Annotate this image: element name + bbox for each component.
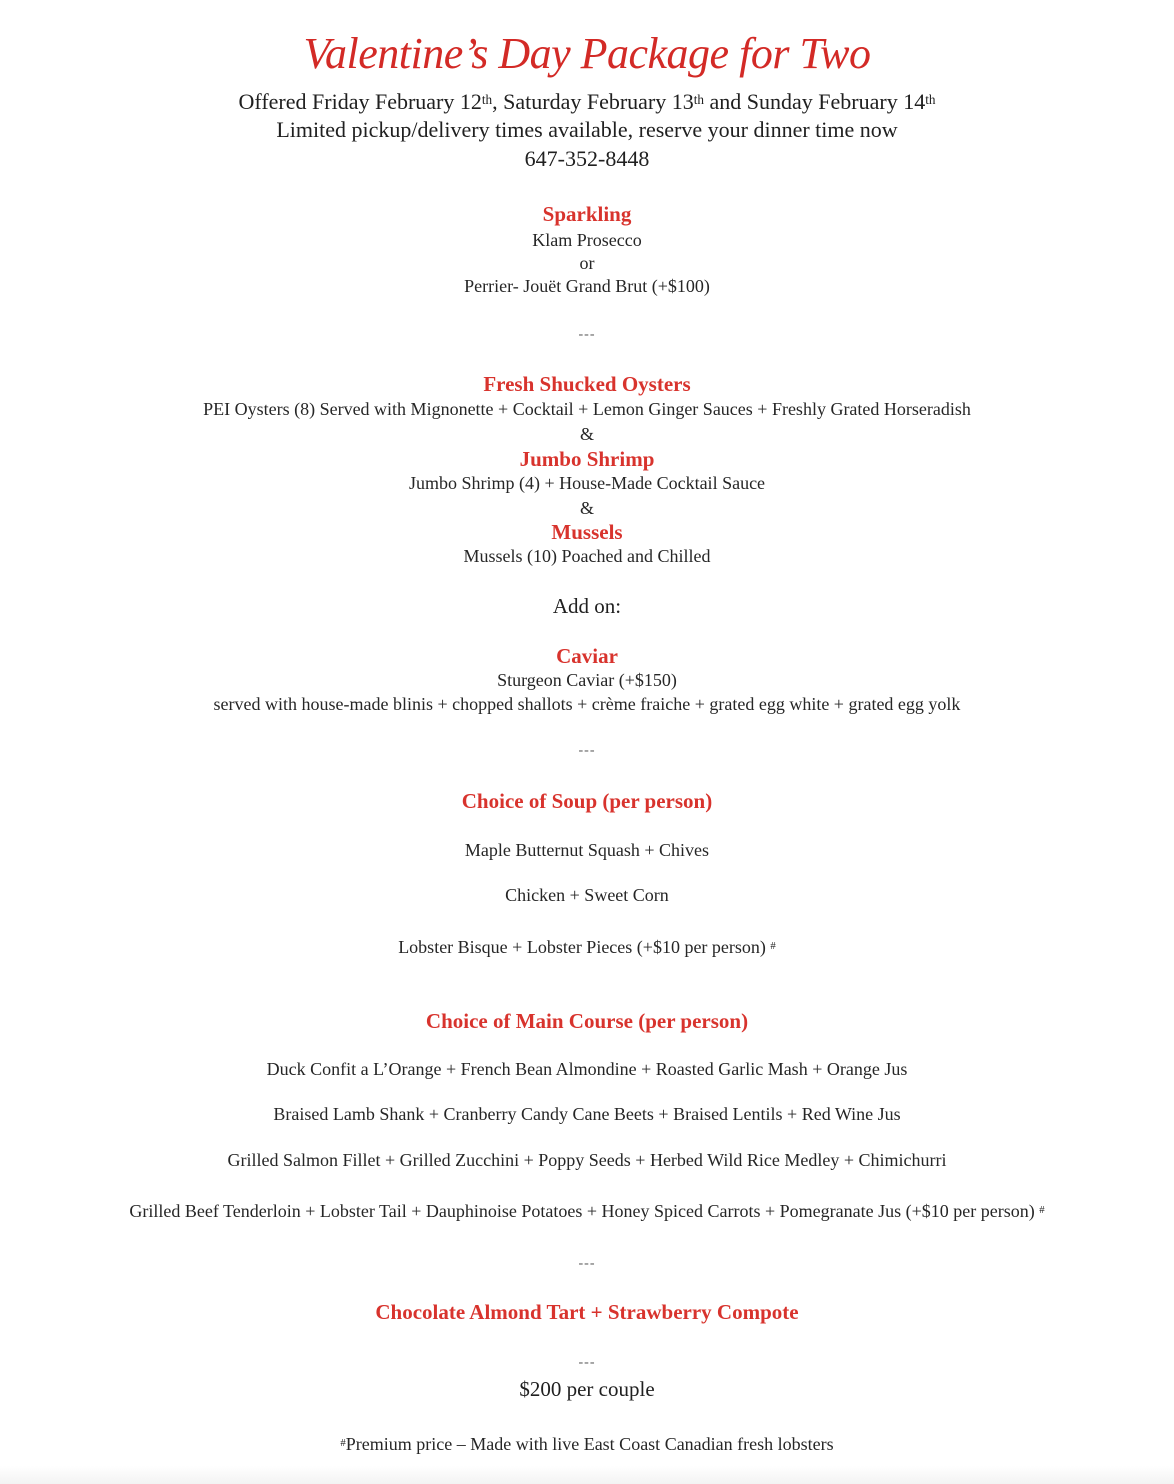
or-text: or bbox=[579, 253, 595, 273]
premium-mark: # bbox=[1039, 1204, 1045, 1217]
footnote: #Premium price – Made with live East Coast Canadian fresh lobsters bbox=[340, 1434, 834, 1454]
offered-dates: Offered Friday February 12th, Saturday February 13th and Sunday February 14th bbox=[238, 89, 936, 114]
phone-number: 647-352-8448 bbox=[524, 146, 650, 171]
main-course-option: Grilled Salmon Fillet + Grilled Zucchini + Poppy Seeds + Herbed Wild Rice Medley + Chimichurri bbox=[227, 1150, 947, 1170]
page-title: Valentine’s Day Package for Two bbox=[303, 29, 871, 78]
bottom-edge-shadow bbox=[0, 1466, 1174, 1484]
mussels-description: Mussels (10) Poached and Chilled bbox=[463, 546, 711, 566]
section-separator: --- bbox=[578, 743, 596, 758]
shrimp-description: Jumbo Shrimp (4) + House-Made Cocktail Sauce bbox=[408, 473, 766, 493]
soup-option: Lobster Bisque + Lobster Pieces (+$10 per person) # bbox=[398, 937, 776, 957]
sparkling-option-2: Perrier- Jouët Grand Brut (+$100) bbox=[464, 276, 710, 296]
limited-times-note: Limited pickup/delivery times available, reserve your dinner time now bbox=[276, 117, 898, 142]
mussels-heading: Mussels bbox=[551, 520, 623, 544]
oysters-heading: Fresh Shucked Oysters bbox=[483, 372, 691, 396]
caviar-heading: Caviar bbox=[556, 644, 618, 668]
soup-option: Maple Butternut Squash + Chives bbox=[464, 840, 710, 860]
dessert-heading: Chocolate Almond Tart + Strawberry Compote bbox=[375, 1300, 799, 1324]
main-course-heading: Choice of Main Course (per person) bbox=[425, 1009, 749, 1033]
soup-heading: Choice of Soup (per person) bbox=[461, 789, 713, 813]
soup-option: Chicken + Sweet Corn bbox=[505, 885, 669, 905]
section-separator: --- bbox=[578, 1256, 596, 1271]
caviar-description: served with house-made blinis + chopped shallots + crème fraiche + grated egg white + grated egg yolk bbox=[213, 694, 961, 714]
ampersand: & bbox=[579, 498, 594, 518]
section-separator: --- bbox=[578, 327, 596, 342]
shrimp-heading: Jumbo Shrimp bbox=[519, 447, 655, 471]
caviar-item: Sturgeon Caviar (+$150) bbox=[497, 670, 677, 690]
sparkling-heading: Sparkling bbox=[542, 202, 632, 226]
package-price: $200 per couple bbox=[519, 1377, 655, 1401]
premium-mark: # bbox=[340, 1437, 346, 1450]
section-separator: --- bbox=[578, 1355, 596, 1370]
main-course-option: Grilled Beef Tenderloin + Lobster Tail + Dauphinoise Potatoes + Honey Spiced Carrots + Pomegranate Jus (+$10 per person) # bbox=[129, 1201, 1045, 1221]
ampersand: & bbox=[579, 424, 594, 444]
add-on-label: Add on: bbox=[552, 594, 622, 618]
premium-mark: # bbox=[770, 940, 776, 953]
oysters-description: PEI Oysters (8) Served with Mignonette + Cocktail + Lemon Ginger Sauces + Freshly Grated Horseradish bbox=[203, 399, 971, 419]
main-course-option: Braised Lamb Shank + Cranberry Candy Cane Beets + Braised Lentils + Red Wine Jus bbox=[273, 1104, 901, 1124]
sparkling-option-1: Klam Prosecco bbox=[532, 230, 642, 250]
main-course-option: Duck Confit a L’Orange + French Bean Almondine + Roasted Garlic Mash + Orange Jus bbox=[266, 1059, 908, 1079]
